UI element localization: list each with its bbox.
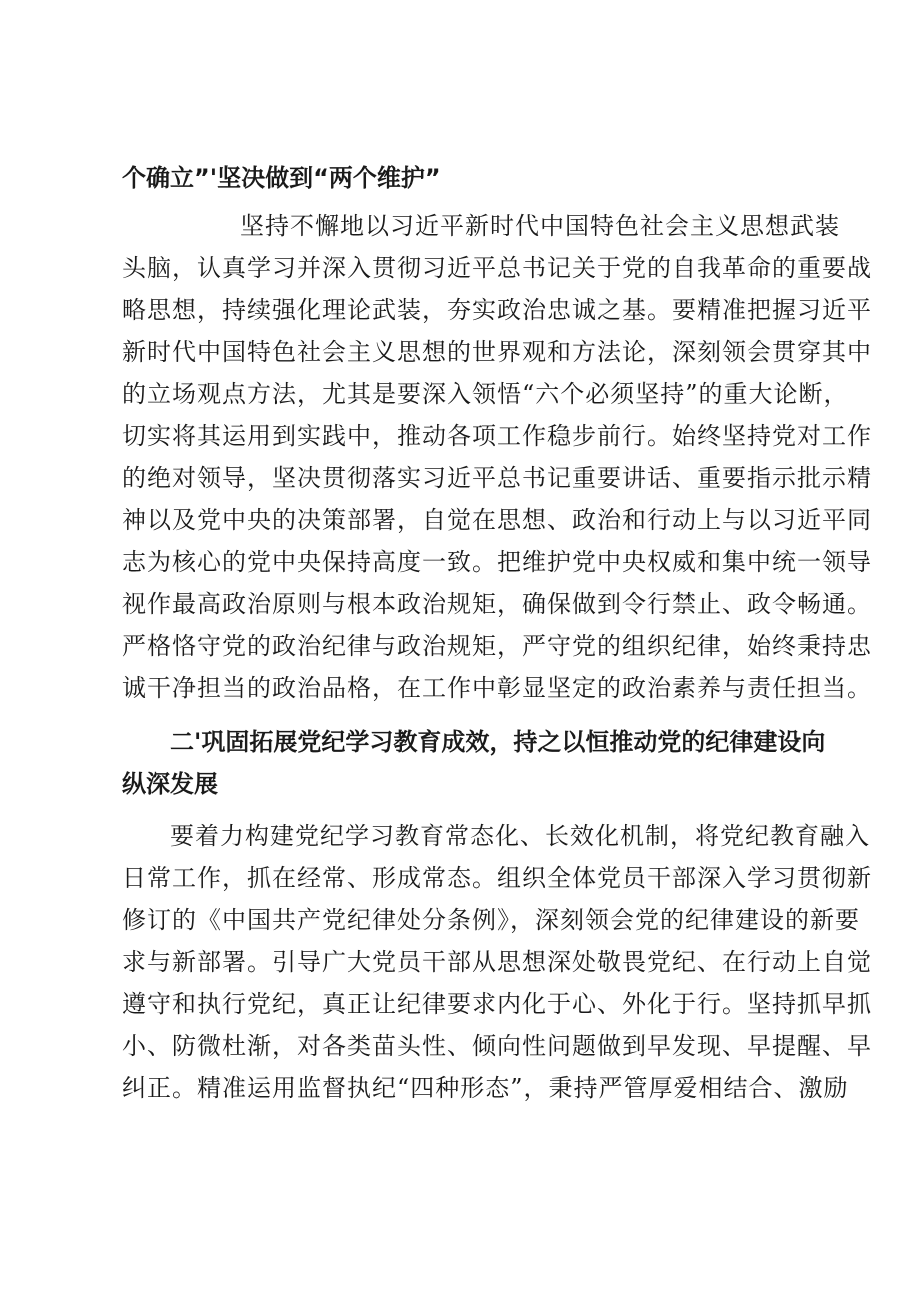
paragraph-1-line: 视作最高政治原则与根本政治规矩，确保做到令行禁止、政令畅通。 bbox=[122, 590, 872, 618]
section-heading-2: 二'巩固拓展党纪学习教育成效，持之以恒推动党的纪律建设向 bbox=[170, 728, 826, 756]
paragraph-1-line: 的绝对领导，坚决贯彻落实习近平总书记重要讲话、重要指示批示精 bbox=[122, 464, 872, 492]
paragraph-2-line: 日常工作，抓在经常、形成常态。组织全体党员干部深入学习贯彻新 bbox=[122, 864, 872, 892]
paragraph-1-line: 坚持不懈地以习近平新时代中国特色社会主义思想武装 bbox=[240, 212, 840, 240]
paragraph-1-line: 新时代中国特色社会主义思想的世界观和方法论，深刻领会贯穿其中 bbox=[122, 338, 872, 366]
paragraph-1-line: 诚干净担当的政治品格，在工作中彰显坚定的政治素养与责任担当。 bbox=[122, 674, 872, 702]
paragraph-2-line: 要着力构建党纪学习教育常态化、长效化机制，将党纪教育融入 bbox=[170, 822, 870, 850]
paragraph-1-line: 的立场观点方法，尤其是要深入领悟“六个必须坚持”的重大论断， bbox=[122, 380, 849, 408]
paragraph-2-line: 小、防微杜渐，对各类苗头性、倾向性问题做到早发现、早提醒、早 bbox=[122, 1032, 872, 1060]
paragraph-1-line: 切实将其运用到实践中，推动各项工作稳步前行。始终坚持党对工作 bbox=[122, 422, 872, 450]
paragraph-1-line: 志为核心的党中央保持高度一致。把维护党中央权威和集中统一领导 bbox=[122, 548, 872, 576]
paragraph-1-line: 头脑，认真学习并深入贯彻习近平总书记关于党的自我革命的重要战 bbox=[122, 254, 872, 282]
paragraph-2-line: 求与新部署。引导广大党员干部从思想深处敬畏党纪、在行动上自觉 bbox=[122, 948, 872, 976]
paragraph-2-line: 修订的《中国共产党纪律处分条例》，深刻领会党的纪律建设的新要 bbox=[122, 906, 860, 934]
section-heading-1: 个确立”'坚决做到“两个维护” bbox=[122, 164, 441, 192]
paragraph-1-line: 严格恪守党的政治纪律与政治规矩，严守党的组织纪律，始终秉持忠 bbox=[122, 632, 872, 660]
paragraph-2-line: 遵守和执行党纪，真正让纪律要求内化于心、外化于行。坚持抓早抓 bbox=[122, 990, 872, 1018]
paragraph-2-line: 纠正。精准运用监督执纪“四种形态”，秉持严管厚爱相结合、激励 bbox=[122, 1074, 849, 1102]
paragraph-1-line: 神以及党中央的决策部署，自觉在思想、政治和行动上与以习近平同 bbox=[122, 506, 872, 534]
section-heading-2-cont: 纵深发展 bbox=[122, 770, 218, 798]
paragraph-1-line: 略思想，持续强化理论武装，夯实政治忠诚之基。要精准把握习近平 bbox=[122, 296, 872, 324]
